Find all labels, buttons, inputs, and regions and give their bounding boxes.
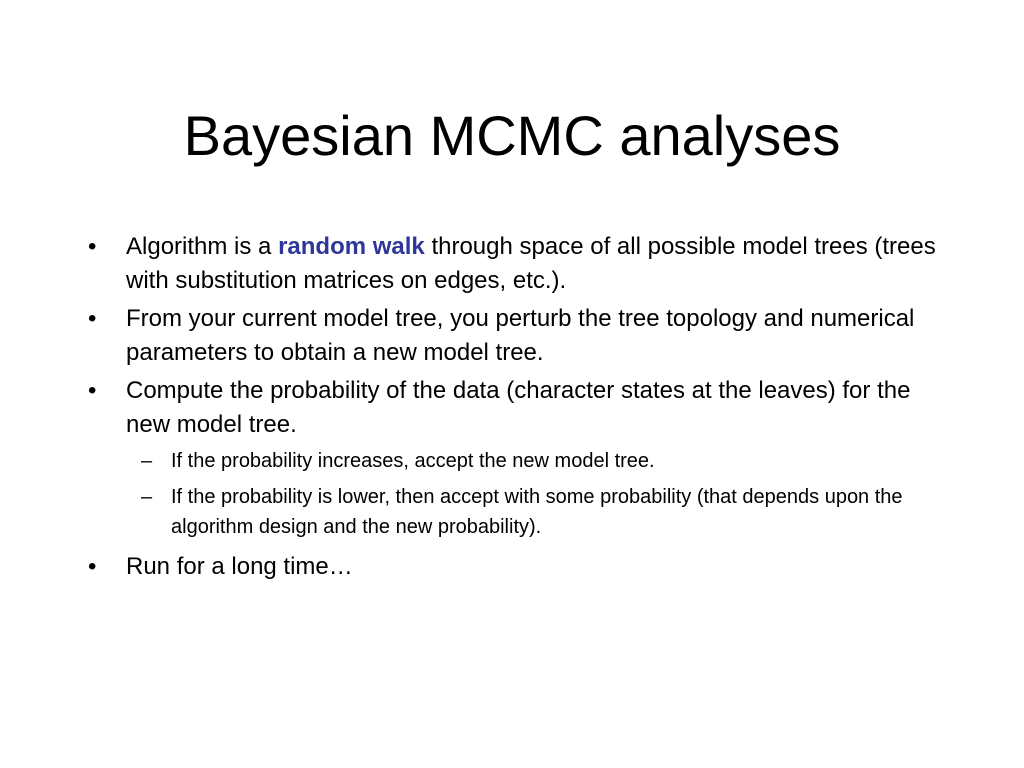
sub-bullet-text: If the probability increases, accept the new model tree. [171,450,655,472]
bullet-marker: • [88,553,97,580]
bullet-text: From your current model tree, you perturb the tree topology and numerical parameters to obtain a new model tree. [126,305,915,366]
bullet-text-pre: Algorithm is a [126,233,279,260]
sub-bullet-text: If the probability is lower, then accept with some probability (that depends upon the algorithm design and the new probability). [171,486,903,538]
bullet-item-1 [88,230,948,298]
dash-marker: – [141,486,153,508]
dash-marker: – [141,450,153,472]
highlighted-term: random walk [278,233,425,260]
bullet-marker: • [88,233,97,260]
sub-bullet-item-1 [126,446,948,476]
sub-bullet-list [126,446,948,542]
bullet-text: Run for a long time… [126,553,353,580]
bullet-marker: • [88,377,97,404]
bullet-marker: • [88,305,97,332]
slide-title: Bayesian MCMC analyses [183,104,841,167]
slide-content [88,230,948,588]
bullet-text-post: through space of all possible model trees (trees with substitution matrices on edges, etc.). [126,233,936,294]
bullet-item-3 [88,374,948,542]
bullet-list [88,230,948,584]
sub-bullet-item-2 [126,482,948,542]
bullet-item-4 [88,550,948,584]
bullet-text: Compute the probability of the data (character states at the leaves) for the new model tree. [126,377,911,438]
bullet-item-2 [88,302,948,370]
